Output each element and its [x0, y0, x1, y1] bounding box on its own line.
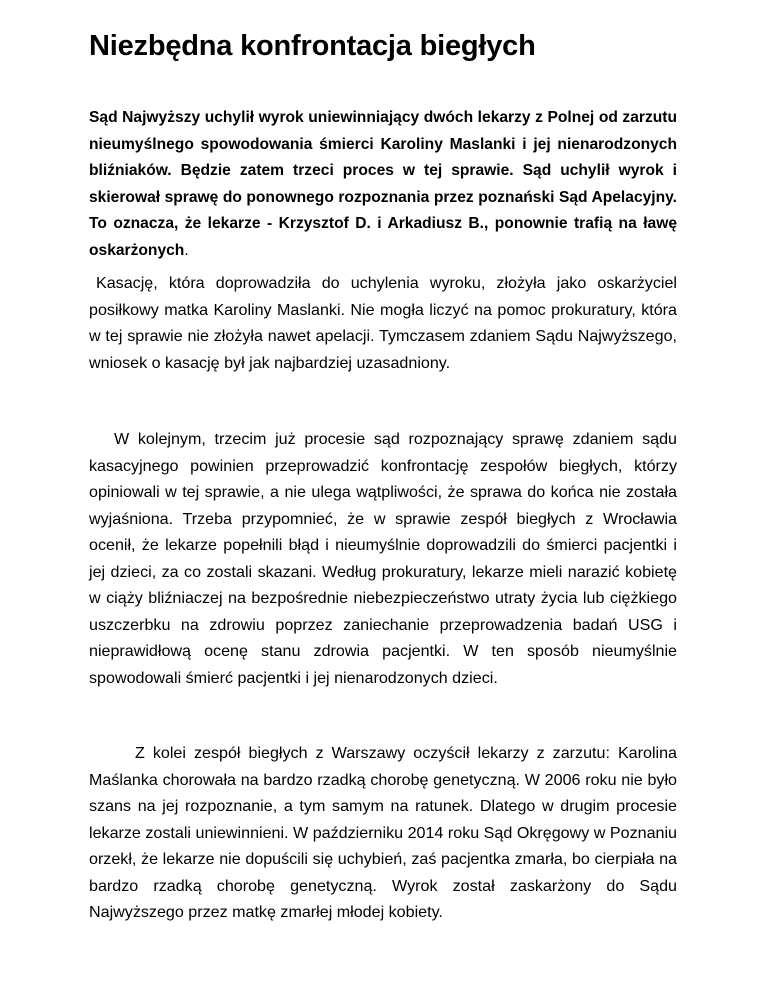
- paragraph-cassation: Kasację, która doprowadziła do uchylenia wyroku, złożyła jako oskarżyciel posiłkowy matka Karoliny Maslanki. Nie mogła liczyć na pomoc prokuratury, która w tej sprawie nie złożyła nawet apelacji. Tymczasem zdaniem Sądu Najwyższego, wniosek o kasację był jak najbardziej uzasadniony.: [89, 274, 677, 372]
- article-title: Niezbędna konfrontacja biegłych: [89, 30, 536, 62]
- paragraph-warsaw-experts: Z kolei zespół biegłych z Warszawy oczyścił lekarzy z zarzutu: Karolina Maślanka chorowała na bardzo rzadką chorobę genetyczną. W 2006 roku nie było szans na jej rozpoznanie, a tym samym na ratunek. Dlatego w drugim procesie lekarze zostali uniewinnieni. W październiku 2014 roku Sąd Okręgowy w Poznaniu orzekł, że lekarze nie dopuścili się uchybień, zaś pacjentka zmarła, bo cierpiała na bardzo rzadką chorobę genetyczną. Wyrok został zaskarżony do Sądu Najwyższego przez matkę zmarłej młodej kobiety.: [89, 744, 677, 921]
- lead-tail: .: [184, 241, 189, 259]
- article-lead: [89, 105, 677, 264]
- paragraph-third-trial: W kolejnym, trzecim już procesie sąd rozpoznający sprawę zdaniem sądu kasacyjnego powinien przeprowadzić konfrontację zespołów biegłych, którzy opiniowali w tej sprawie, a nie ulega wątpliwości, że sprawa do końca nie została wyjaśniona. Trzeba przypomnieć, że w sprawie zespół biegłych z Wrocławia ocenił, że lekarze popełnili błąd i nieumyślnie doprowadzili do śmierci pacjentki i jej dzieci, za co zostali skazani. Według prokuratury, lekarze mieli narazić kobietę w ciąży bliźniaczej na bezpośrednie niebezpieczeństwo utraty życia lub ciężkiego uszczerbku na zdrowiu poprzez zaniechanie przeprowadzenia badań USG i nieprawidłową ocenę stanu zdrowia pacjentki. W ten sposób nieumyślnie spowodowali śmierć pacjentki i jej nienarodzonych dzieci.: [89, 430, 677, 687]
- lead-text: Sąd Najwyższy uchylił wyrok uniewinniający dwóch lekarzy z Polnej od zarzutu nieumyślnego spowodowania śmierci Karoliny Maslanki i jej nienarodzonych bliźniaków. Będzie zatem trzeci proces w tej sprawie. Sąd uchylił wyrok i skierował sprawę do ponownego rozpoznania przez poznański Sąd Apelacyjny. To oznacza, że lekarze - Krzysztof D. i Arkadiusz B., ponownie trafią na ławę oskarżonych: [89, 109, 677, 259]
